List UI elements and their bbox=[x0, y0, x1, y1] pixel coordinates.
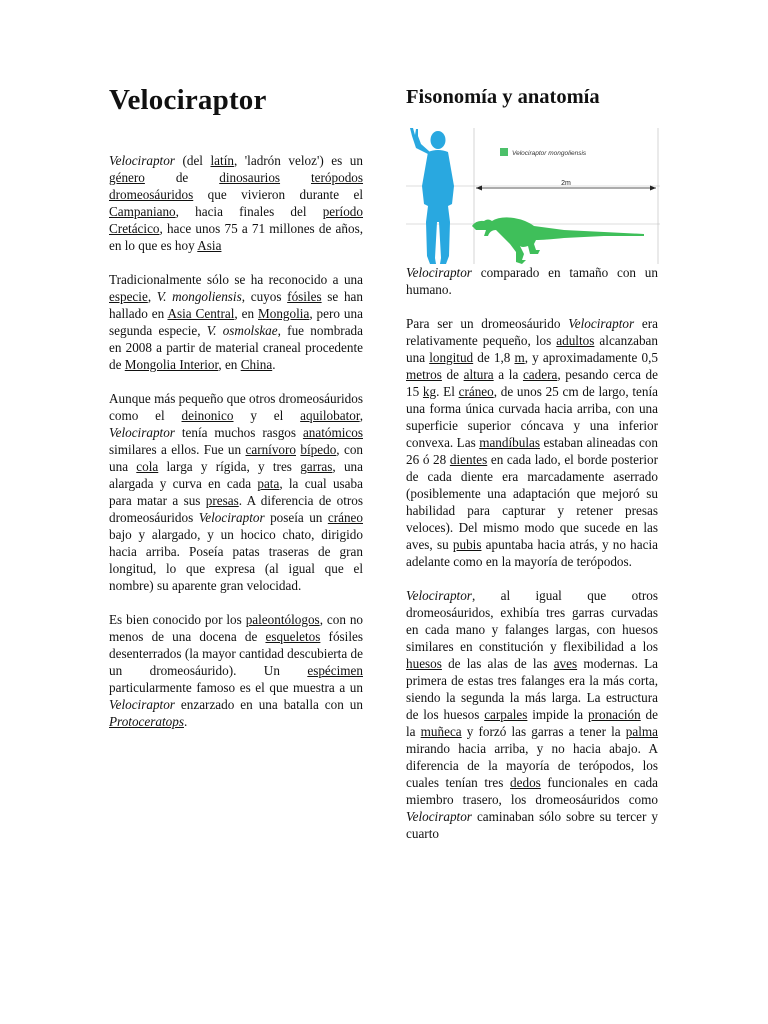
link-text[interactable]: metros bbox=[406, 367, 442, 382]
legend-label: Velociraptor mongoliensis bbox=[512, 150, 587, 157]
link-text[interactable]: longitud bbox=[429, 350, 474, 365]
link-text[interactable]: altura bbox=[463, 367, 494, 382]
link-text[interactable]: Mongolia bbox=[258, 306, 310, 321]
link-text[interactable]: período Cretácico bbox=[109, 204, 363, 236]
link-text[interactable]: Protoceratops bbox=[109, 714, 184, 729]
link-text[interactable]: carnívoro bbox=[245, 442, 297, 457]
legend-swatch bbox=[500, 148, 508, 156]
link-text[interactable]: dedos bbox=[510, 775, 541, 790]
link-text[interactable]: cadera bbox=[522, 367, 558, 382]
italic-text: Velociraptor bbox=[406, 588, 472, 603]
link-text[interactable]: anatómicos bbox=[302, 425, 363, 440]
size-paragraph: Para ser un dromeosáurido Velociraptor era relativamente pequeño, los adultos alcanzaban una longitud de 1,8 m, y aproximadamente 0,5 metros de altura a la cadera, pesando cerca de 15 kg. El cráneo, de unos 25 cm de largo, tenía una forma única curvada hacia arriba, con una superficie superior cóncava y una inferior convexa. Las mandíbulas estaban alineadas con 26 ó 28 dientes en cada lado, el borde posterior de cada diente era marcadamente aserrado (posiblemente una adaptación que mejoró su habilidad para capturar y retener presas veloces). Del mismo modo que sucede en las aves, su pubis apuntaba hacia atrás, y no hacia adelante como en la mayoría de terópodos. bbox=[406, 316, 659, 569]
link-text[interactable]: cola bbox=[136, 459, 159, 474]
figure-caption: Velociraptor comparado en tamaño con un humano. bbox=[406, 265, 658, 297]
link-text[interactable]: Asia Central bbox=[167, 306, 235, 321]
velociraptor-silhouette bbox=[472, 217, 644, 264]
link-text[interactable]: huesos bbox=[406, 656, 442, 671]
link-text[interactable]: m bbox=[514, 350, 525, 365]
italic-text: V. osmolskae bbox=[206, 323, 278, 338]
link-text[interactable]: China bbox=[240, 357, 273, 372]
link-text[interactable]: latín bbox=[210, 153, 234, 168]
link-text[interactable]: dientes bbox=[449, 452, 488, 467]
link-text[interactable]: bípedo bbox=[300, 442, 337, 457]
link-text[interactable]: pubis bbox=[452, 537, 482, 552]
italic-text: Velociraptor bbox=[568, 316, 635, 331]
link-text[interactable]: pata bbox=[257, 476, 280, 491]
link-text[interactable]: presas bbox=[205, 493, 239, 508]
article-title: Velociraptor bbox=[109, 84, 267, 116]
link-text[interactable]: pronación bbox=[587, 707, 641, 722]
italic-text: Velociraptor bbox=[109, 153, 175, 168]
left-column bbox=[109, 152, 363, 730]
link-text[interactable]: Mongolia Interior bbox=[124, 357, 219, 372]
link-text[interactable]: paleontólogos bbox=[245, 612, 320, 627]
link-text[interactable]: adultos bbox=[556, 333, 595, 348]
italic-text: Velociraptor bbox=[198, 510, 265, 525]
link-text[interactable]: garras bbox=[300, 459, 333, 474]
link-text[interactable]: esqueletos bbox=[265, 629, 321, 644]
link-text[interactable]: carpales bbox=[484, 707, 528, 722]
italic-text: Velociraptor bbox=[406, 265, 472, 280]
right-column bbox=[406, 315, 658, 842]
link-text[interactable]: palma bbox=[625, 724, 658, 739]
link-text[interactable]: Asia bbox=[197, 238, 222, 253]
link-text[interactable]: terópodos bbox=[311, 170, 364, 185]
human-silhouette bbox=[410, 128, 454, 264]
italic-text: Velociraptor bbox=[406, 809, 472, 824]
italic-text: Velociraptor bbox=[109, 425, 175, 440]
italic-text: V. mongoliensis bbox=[156, 289, 242, 304]
link-text[interactable]: especie bbox=[109, 289, 148, 304]
intro-paragraph: Velociraptor (del latín, 'ladrón veloz') es un género de dinosaurios terópodos dromeosáuridos que vivieron durante el Campaniano, hacia finales del período Cretácico, hace unos 75 a 71 millones de años, en lo que es hoy Asia bbox=[109, 153, 364, 253]
size-comparison-figure bbox=[404, 126, 660, 266]
scale-label: 2m bbox=[561, 180, 571, 187]
link-text[interactable]: Campaniano bbox=[109, 204, 176, 219]
link-text[interactable]: muñeca bbox=[420, 724, 462, 739]
link-text[interactable]: aquilobator bbox=[300, 408, 360, 423]
link-text[interactable]: género bbox=[109, 170, 145, 185]
link-text[interactable]: cráneo bbox=[327, 510, 363, 525]
link-text[interactable]: espécimen bbox=[307, 663, 363, 678]
claws-paragraph: Velociraptor, al igual que otros dromeosáuridos, exhibía tres garras curvadas en cada mano y falanges largas, con huesos similares en constitución y flexibilidad a los huesos de las alas de las aves modernas. La primera de estas tres falanges era la más corta, siendo la segunda la más larga. La estructura de los huesos carpales impide la pronación de la muñeca y forzó las garras a tener la palma mirando hacia arriba, y no hacia abajo. A diferencia de la mayoría de terópodos, los cuales tenían tres dedos funcionales en cada miembro trasero, los dromeosáuridos como Velociraptor caminaban sólo sobre su tercer y cuarto bbox=[406, 588, 659, 841]
anatomy-summary-paragraph: Aunque más pequeño que otros dromeosáuridos como el deinonico y el aquilobator, Velociraptor tenía muchos rasgos anatómicos similares a ellos. Fue un carnívoro bípedo, con una cola larga y rígida, y tres garras, una alargada y curva en cada pata, la cual usaba para matar a sus presas. A diferencia de otros dromeosáuridos Velociraptor poseía un cráneo bajo y alargado, y un hocico chato, dirigido hacia arriba. Poseía patas traseras de gran longitud, lo que expresa (al igual que el nombre) su aparente gran velocidad. bbox=[109, 391, 364, 593]
link-text[interactable]: dinosaurios bbox=[219, 170, 281, 185]
section-title: Fisonomía y anatomía bbox=[406, 86, 600, 108]
fossils-paragraph: Es bien conocido por los paleontólogos, con no menos de una docena de esqueletos fósiles desenterrados (la mayor cantidad descubierta de un dromeosáurido). Un espécimen particularmente famoso es el que muestra a un Velociraptor enzarzado en una batalla con un Protoceratops. bbox=[109, 612, 364, 729]
link-text[interactable]: fósiles bbox=[287, 289, 322, 304]
link-text[interactable]: aves bbox=[553, 656, 578, 671]
species-paragraph: Tradicionalmente sólo se ha reconocido a una especie, V. mongoliensis, cuyos fósiles se han hallado en Asia Central, en Mongolia, pero una segunda especie, V. osmolskae, fue nombrada en 2008 a partir de material craneal procedente de Mongolia Interior, en China. bbox=[109, 272, 363, 372]
link-text[interactable]: mandíbulas bbox=[479, 435, 540, 450]
link-text[interactable]: deinonico bbox=[181, 408, 234, 423]
italic-text: Velociraptor bbox=[109, 697, 175, 712]
link-text[interactable]: dromeosáuridos bbox=[109, 187, 194, 202]
link-text[interactable]: kg bbox=[422, 384, 437, 399]
size-comparison-svg bbox=[404, 126, 660, 266]
link-text[interactable]: cráneo bbox=[458, 384, 494, 399]
